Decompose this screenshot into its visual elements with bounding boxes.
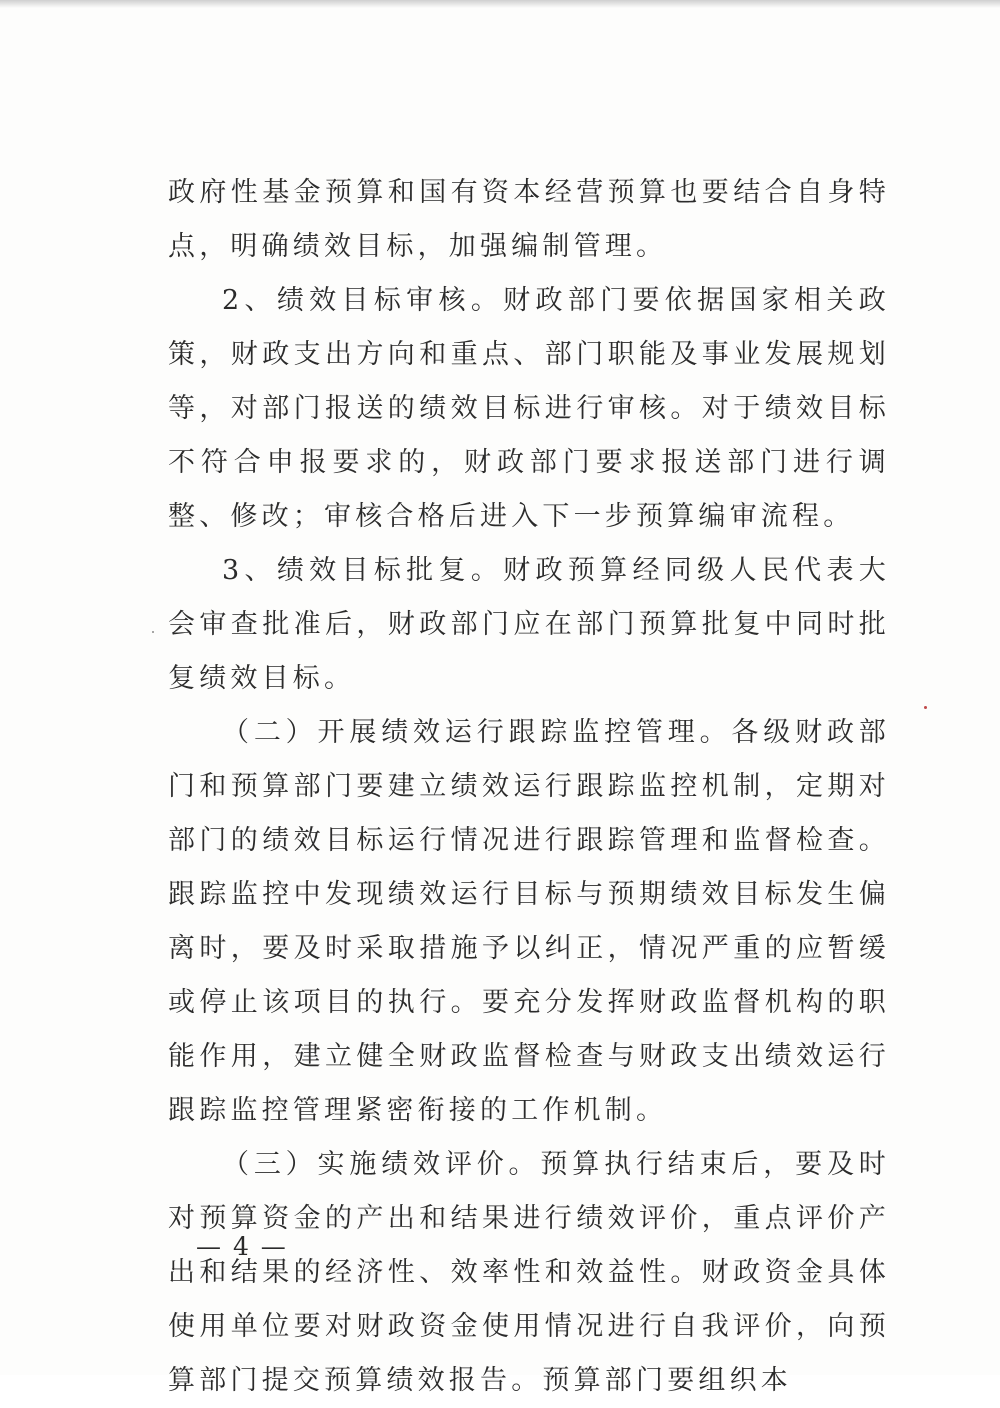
scan-speck (152, 631, 154, 633)
scan-top-edge (0, 0, 1000, 8)
paragraph-monitoring: （二）开展绩效运行跟踪监控管理。各级财政部门和预算部门要建立绩效运行跟踪监控机制，定期对部门的绩效目标运行情况进行跟踪管理和监督检查。跟踪监控中发现绩效运行目标与预期绩效目标发生偏离时，要及时采取措施予以纠正，情况严重的应暂缓或停止该项目的执行。要充分发挥财政监督机构的职能作用，建立健全财政监督检查与财政支出绩效运行跟踪监控管理紧密衔接的工作机制。 (168, 717, 890, 1126)
page-number: — 4 — (196, 1232, 288, 1261)
paragraph-target-review: 2、绩效目标审核。财政部门要依据国家相关政策，财政支出方向和重点、部门职能及事业发展规划等，对部门报送的绩效目标进行审核。对于绩效目标不符合申报要求的，财政部门要求报送部门进行调整、修改；审核合格后进入下一步预算编审流程。 (168, 285, 890, 532)
paragraph-continuation: 政府性基金预算和国有资本经营预算也要结合自身特点，明确绩效目标，加强编制管理。 (168, 177, 890, 262)
paragraph-evaluation: （三）实施绩效评价。预算执行结束后，要及时对预算资金的产出和结果进行绩效评价，重点评价产出和结果的经济性、效率性和效益性。财政资金具体使用单位要对财政资金使用情况进行自我评价，向预算部门提交预算绩效报告。预算部门要组织本 (168, 1149, 890, 1396)
scan-speck (924, 706, 927, 709)
document-body (168, 166, 890, 1408)
paragraph-target-approval: 3、绩效目标批复。财政预算经同级人民代表大会审查批准后，财政部门应在部门预算批复中同时批复绩效目标。 (168, 555, 890, 694)
